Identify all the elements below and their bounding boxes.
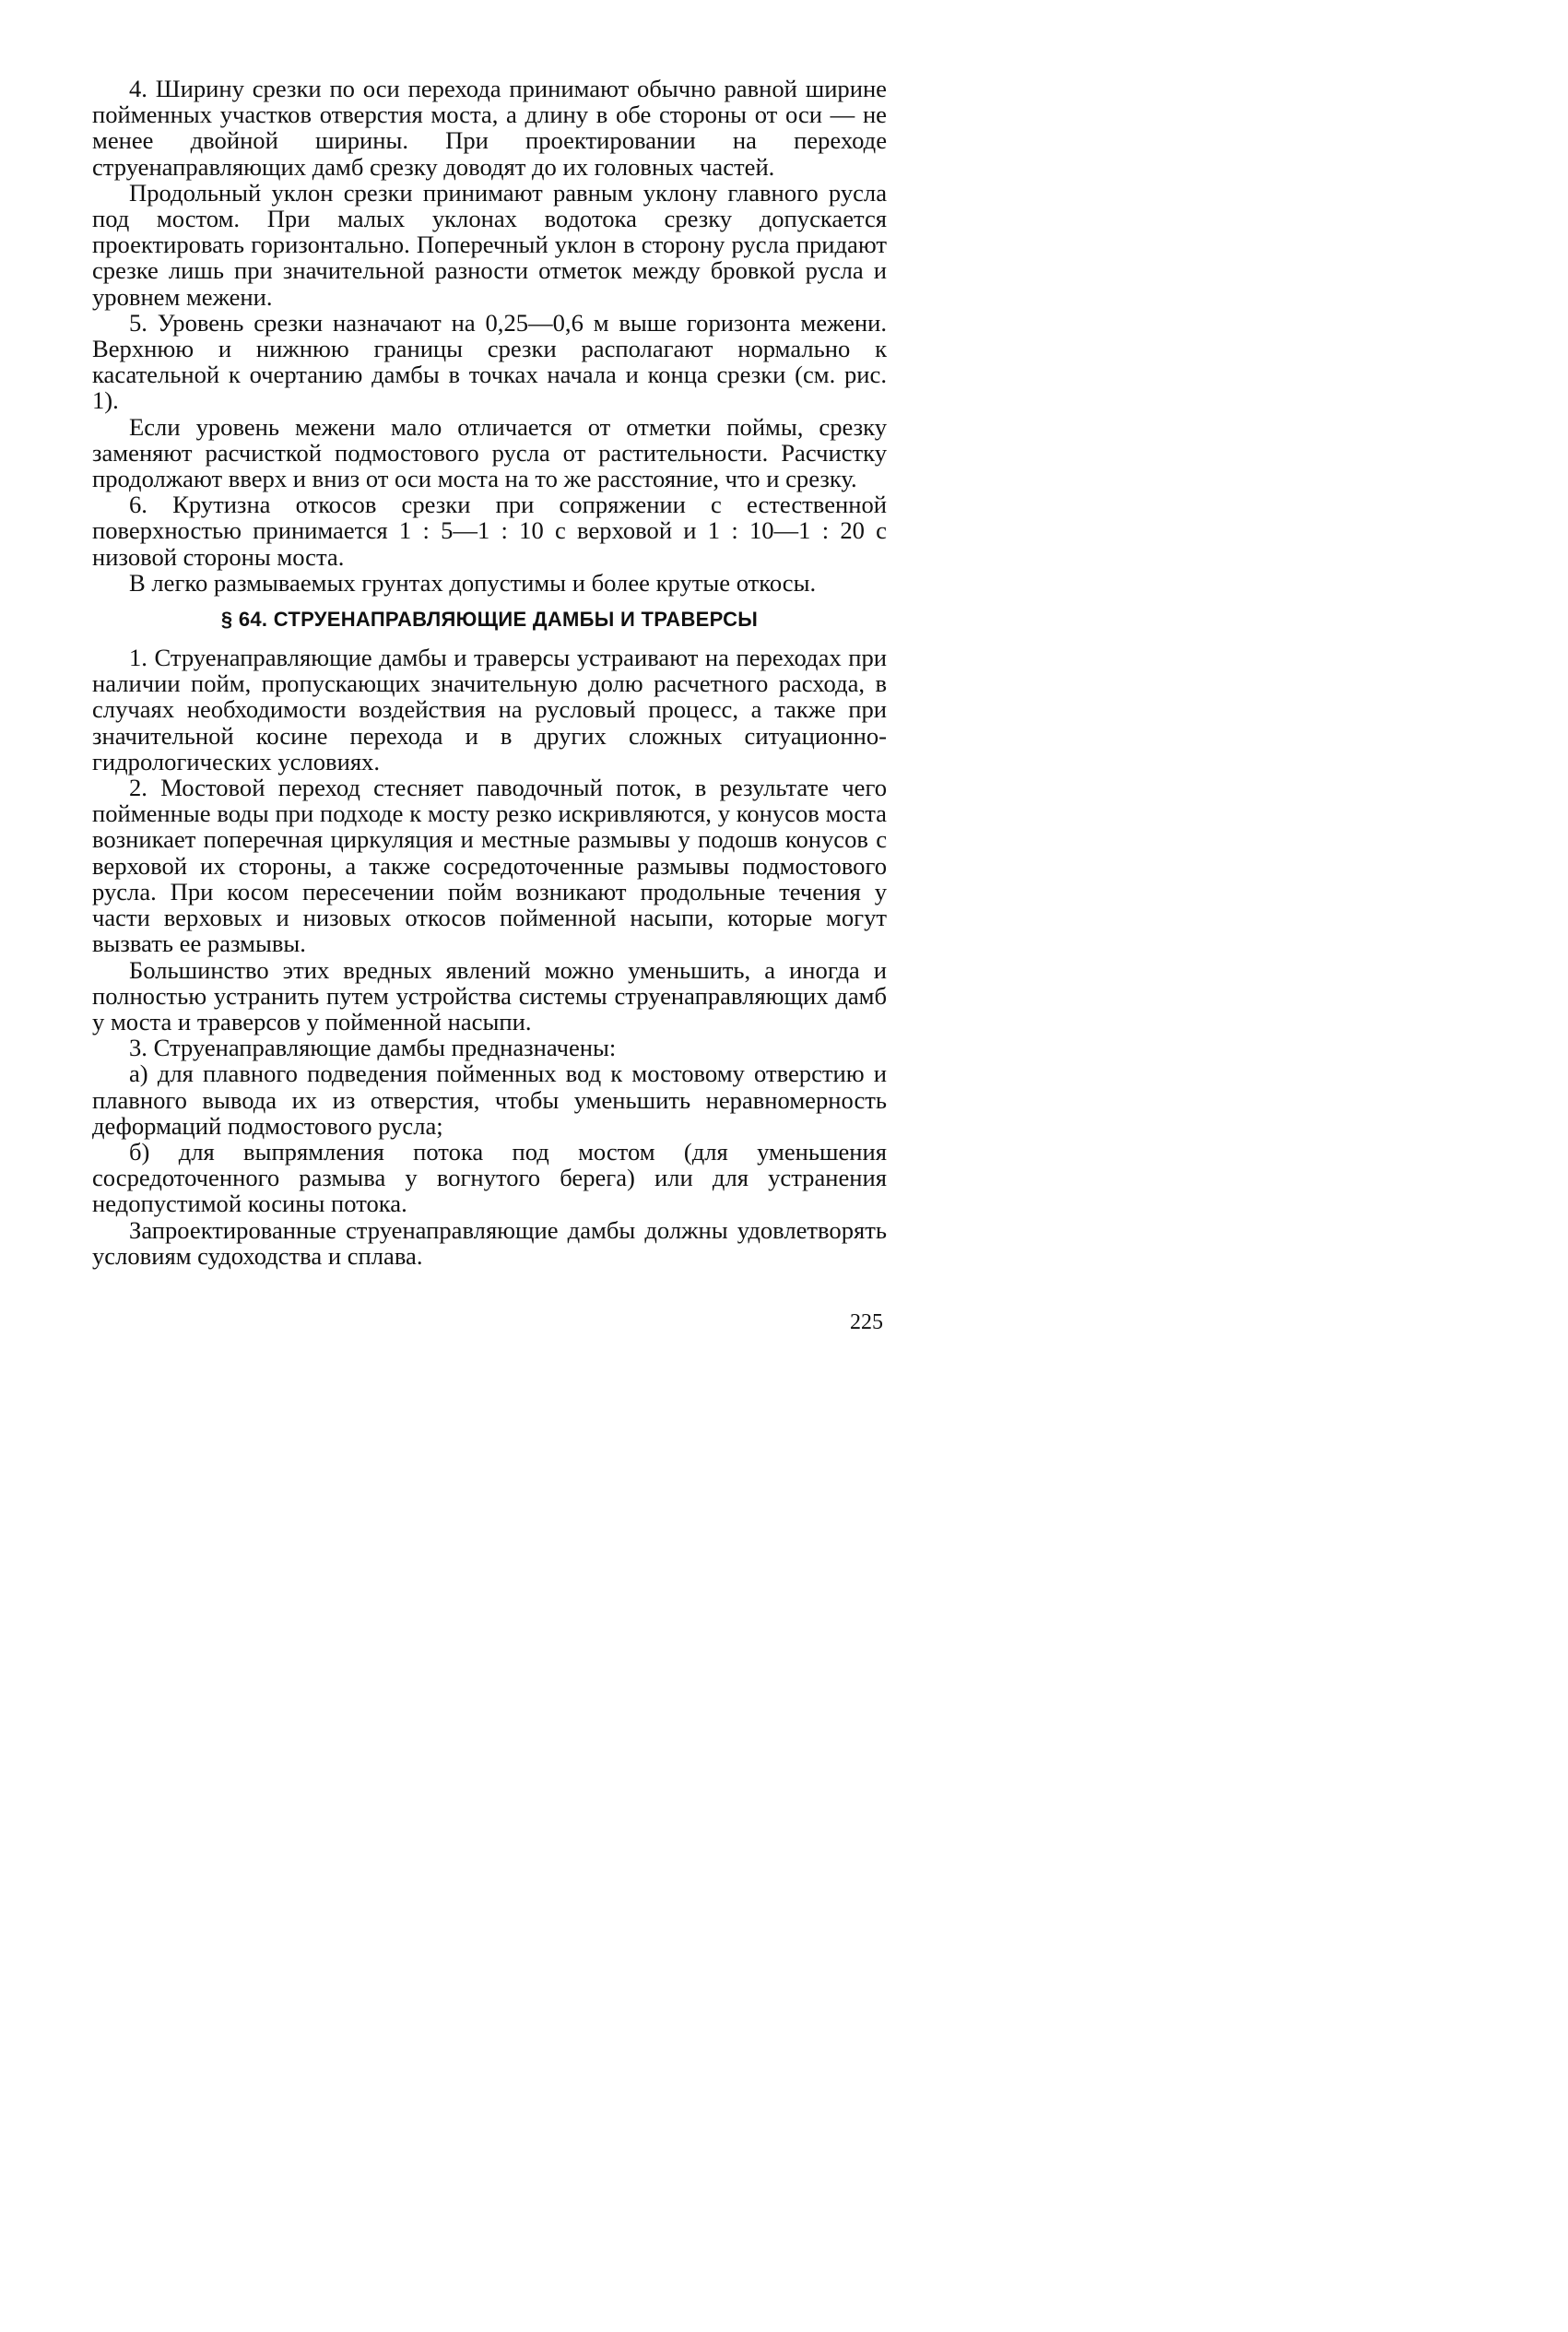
paragraph-erodible-soils: В легко размываемых грунтах допустимы и более крутые откосы. [129,568,817,597]
paragraph-bridge-crossing-flow: 2. Мостовой переход стесняет паводочный поток, в результате чего пойменные воды при подходе к мосту резко искривляются, у конусов моста возникает поперечная циркуляция и местные размывы у подошв конусов с верховой их стороны, а также сосредоточенные размывы подмостового русла. При косом пересечении пойм возникают продольные течения у части верховых и низовых откосов пойменной насыпи, которые могут вызвать ее размывы. [92,774,887,958]
paragraph-harmful-phenomena: Большинство этих вредных явлений можно уменьшить, а иногда и полностью устранить путем устройства системы струенаправляющих дамб у моста и траверсов у пойменной насыпи. [92,955,887,1036]
list-item-a: а) для плавного подведения пойменных вод к мостовому отверстию и плавного вывода их из отверстия, чтобы уменьшить неравномерность деформаций подмостового русла; [92,1059,887,1140]
page-number: 225 [850,1310,883,1334]
paragraph-clearing: Если уровень межени мало отличается от отметки поймы, срезку заменяют расчисткой подмостового русла от растительности. Расчистку продолжают вверх и вниз от оси моста на то же расстояние, что и срезку. [92,412,887,493]
paragraph-navigation-requirements: Запроектированные струенаправляющие дамбы должны удовлетворять условиям судоходства и сплава. [92,1215,887,1270]
paragraph-width-of-cut: 4. Ширину срезки по оси перехода принимают обычно равной ширине пойменных участков отверстия моста, а длину в обе стороны от оси — не менее двойной ширины. При проектировании на переходе струенаправляющих дамб срезку доводят до их головных частей. [92,75,887,181]
book-page-text [92,76,887,1403]
paragraph-slope-steepness: 6. Крутизна откосов срезки при сопряжении с естественной поверхностью принимается 1 : 5—1 : 10 с верховой и 1 : 10—1 : 20 с низовой стороны моста. [92,491,887,571]
paragraph-guide-dams-purpose: 1. Струенаправляющие дамбы и траверсы устраивают на переходах при наличии пойм, пропускающих значительную долю расчетного расхода, в случаях необходимости воздействия на русловый процесс, а также при значительной косине перехода и в других сложных ситуационно-гидрологических условиях. [92,644,887,775]
paragraph-longitudinal-slope: Продольный уклон срезки принимают равным уклону главного русла под мостом. При малых уклонах водотока срезку допускается проектировать горизонтально. Поперечный уклон в сторону русла придают срезке лишь при значительной разности отметок между бровкой русла и уровнем межени. [92,178,887,311]
paragraph-dams-intended: 3. Струенаправляющие дамбы предназначены: [129,1034,617,1062]
section-heading: § 64. СТРУЕНАПРАВЛЯЮЩИЕ ДАМБЫ И ТРАВЕРСЫ [220,608,759,632]
paragraph-cut-level: 5. Уровень срезки назначают на 0,25—0,6 м выше горизонта межени. Верхнюю и нижнюю границы срезки располагают нормально к касательной к очертанию дамбы в точках начала и конца срезки (см. рис. 1). [92,308,887,415]
list-item-b: б) для выпрямления потока под мостом (для уменьшения сосредоточенного размыва у вогнутого берега) или для устранения недопустимой косины потока. [92,1137,887,1218]
